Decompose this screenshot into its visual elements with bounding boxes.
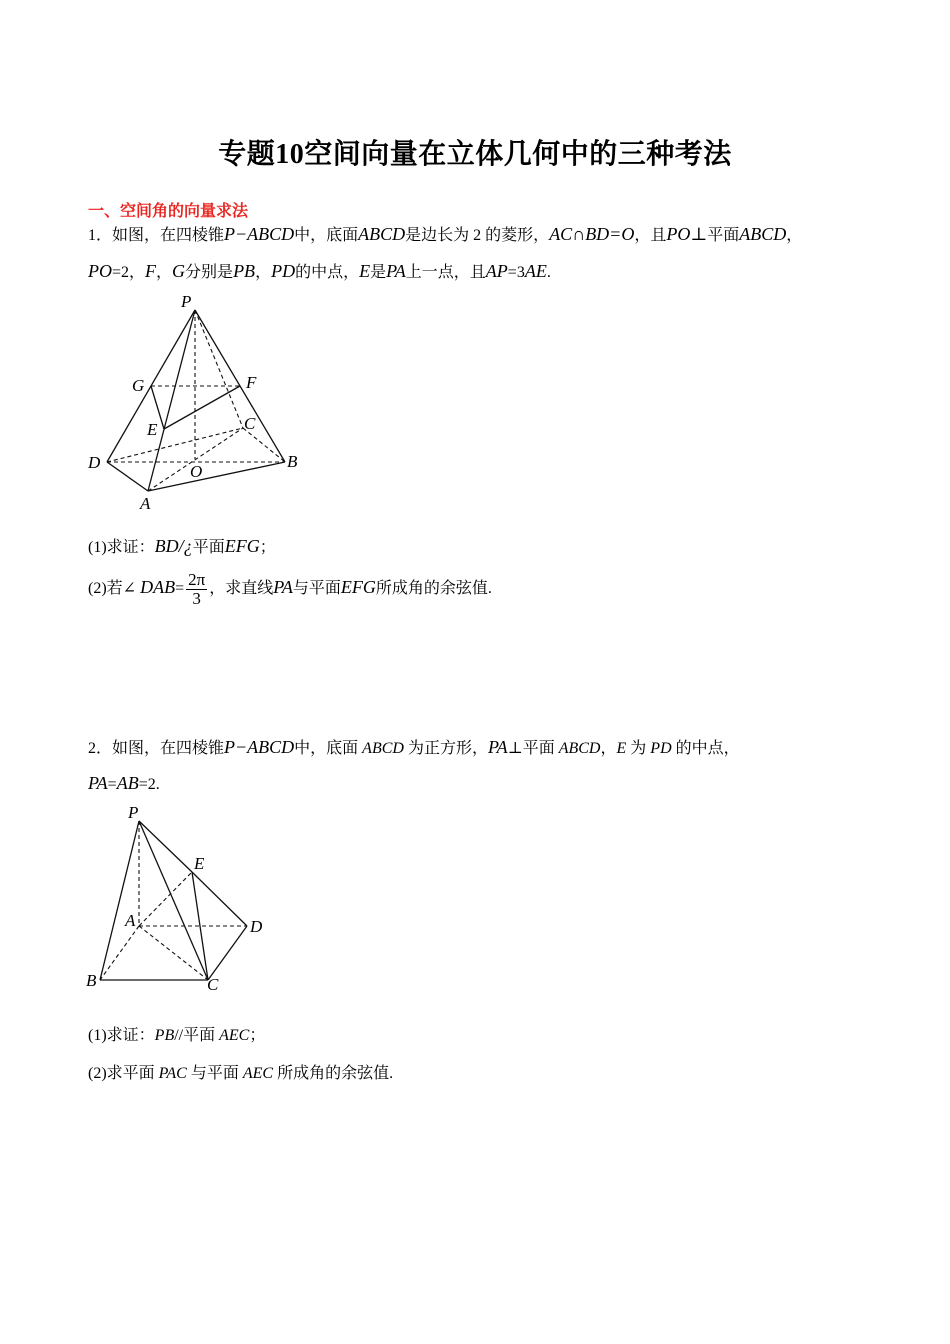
edge-DA	[107, 462, 148, 491]
label-O: O	[190, 462, 203, 481]
q1-part1: (1)求证：BD/¿平面EFG；	[88, 536, 276, 556]
edge-AB	[100, 926, 139, 980]
label-P: P	[181, 292, 192, 311]
q1-stem-line2: PO=2，F，G分别是PB，PD的中点，E是PA上一点，且AP=3AE.	[88, 261, 551, 281]
edge-AC	[139, 926, 208, 980]
edge-ED	[192, 872, 247, 926]
label-P: P	[128, 803, 139, 822]
section-heading: 一、空间角的向量求法	[88, 201, 249, 220]
q2-stem-line2: PA=AB=2.	[88, 773, 160, 793]
q1-pyramid-figure	[84, 290, 314, 515]
q2-part2: (2)求平面 PAC 与平面 AEC 所成角的余弦值.	[88, 1065, 394, 1082]
label-D: D	[250, 917, 263, 936]
label-C: C	[207, 975, 219, 994]
q1-stem-line1: 1．如图，在四棱锥P−ABCD中，底面ABCD是边长为 2 的菱形，AC∩BD=O，且PO⊥平面ABCD，	[88, 224, 803, 244]
label-A: A	[140, 494, 151, 513]
label-B: B	[287, 452, 298, 471]
label-B: B	[86, 971, 97, 990]
edge-EF	[164, 386, 240, 429]
label-G: G	[132, 376, 145, 395]
q1-part2: (2)若∠ DAB= $\frac{2\pi}{3}$ ，求直线PA与平面EFG所成角的余弦值.	[88, 570, 492, 608]
q2-part1: (1)求证：PB//平面 AEC；	[88, 1027, 266, 1044]
label-C: C	[244, 414, 256, 433]
q2-stem-line1: 2．如图，在四棱锥P−ABCD中，底面 ABCD 为正方形，PA⊥平面 ABCD，E 为 PD 的中点，	[88, 737, 740, 757]
edge-PC	[195, 310, 243, 428]
edge-AB	[148, 462, 285, 491]
q2-pyramid-figure	[84, 802, 274, 1002]
edge-PE	[139, 821, 192, 872]
label-D: D	[88, 453, 101, 472]
fraction-2pi-over-3: $\frac{2\pi}{3}$	[188, 570, 206, 608]
edge-PB	[100, 821, 139, 980]
label-F: F	[246, 373, 257, 392]
label-A: A	[125, 911, 136, 930]
edge-DC	[107, 428, 243, 462]
edge-CB	[243, 428, 285, 462]
page-title: 专题10空间向量在立体几何中的三种考法	[218, 139, 732, 170]
edge-PC	[139, 821, 208, 980]
label-E: E	[194, 854, 205, 873]
label-E: E	[147, 420, 158, 439]
edge-AE	[139, 872, 192, 926]
edge-CD	[208, 926, 247, 980]
